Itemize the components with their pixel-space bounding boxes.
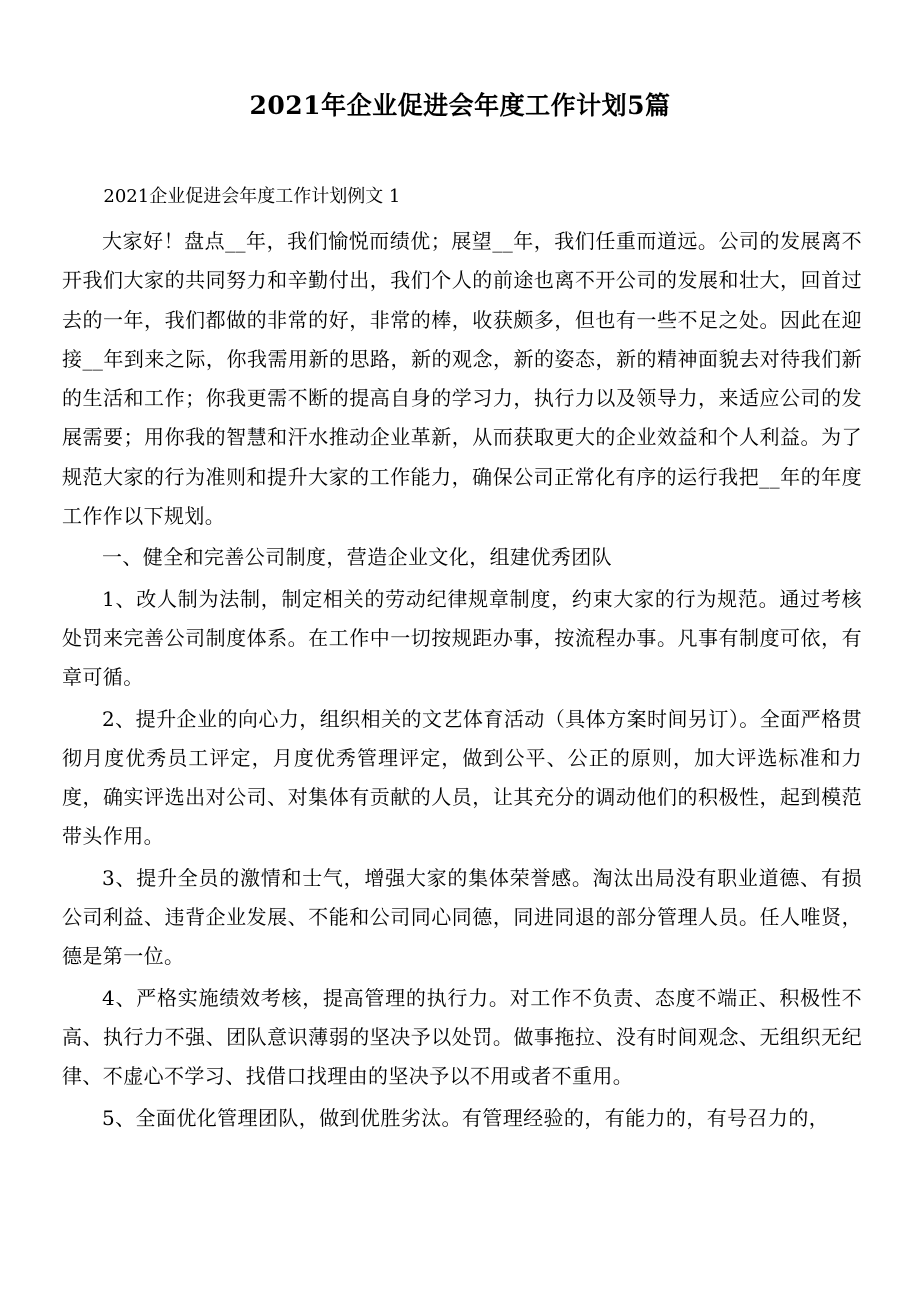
paragraph-intro: 大家好！盘点__年，我们愉悦而绩优；展望__年，我们任重而道远。公司的发展离不开我们大家的共同努力和辛勤付出，我们个人的前途也离不开公司的发展和壮大，回首过去的一年，我们都做的非常的好，非常的棒，收获颇多，但也有一些不足之处。因此在迎接__年到来之际，你我需用新的思路，新的观念，新的姿态，新的精神面貌去对待我们新的生活和工作；你我更需不断的提高自身的学习力，执行力以及领导力，来适应公司的发展需要；用你我的智慧和汗水推动企业革新，从而获取更大的企业效益和个人利益。为了规范大家的行为准则和提升大家的工作能力，确保公司正常化有序的运行我把__年的年度工作作以下规划。 <box>62 229 862 529</box>
section-heading-1: 一、健全和完善公司制度，营造企业文化，组建优秀团队 <box>102 545 612 570</box>
paragraph-item-3: 3、提升全员的激情和士气，增强大家的集体荣誉感。淘汰出局没有职业道德、有损公司利益、违背企业发展、不能和公司同心同德，同进同退的部分管理人员。任人唯贤，德是第一位。 <box>62 865 862 969</box>
document-body <box>62 176 862 1138</box>
paragraph-item-4: 4、严格实施绩效考核，提高管理的执行力。对工作不负责、态度不端正、积极性不高、执行力不强、团队意识薄弱的坚决予以处罚。做事拖拉、没有时间观念、无组织无纪律、不虚心不学习、找借口找理由的坚决予以不用或者不重用。 <box>62 985 862 1089</box>
paragraph-item-2: 2、提升企业的向心力，组织相关的文艺体育活动（具体方案时间另订）。全面严格贯彻月度优秀员工评定，月度优秀管理评定，做到公平、公正的原则，加大评选标准和力度，确实评选出对公司、对集体有贡献的人员，让其充分的调动他们的积极性，起到模范带头作用。 <box>62 706 862 849</box>
document-title: 2021年企业促进会年度工作计划5篇 <box>249 91 671 120</box>
paragraph-item-5: 5、全面优化管理团队，做到优胜劣汰。有管理经验的，有能力的，有号召力的， <box>102 1105 830 1130</box>
paragraph-item-1: 1、改人制为法制，制定相关的劳动纪律规章制度，约束大家的行为规范。通过考核处罚来完善公司制度体系。在工作中一切按规距办事，按流程办事。凡事有制度可依，有章可循。 <box>62 586 862 690</box>
section-subtitle: 2021企业促进会年度工作计划例文 1 <box>103 186 401 207</box>
